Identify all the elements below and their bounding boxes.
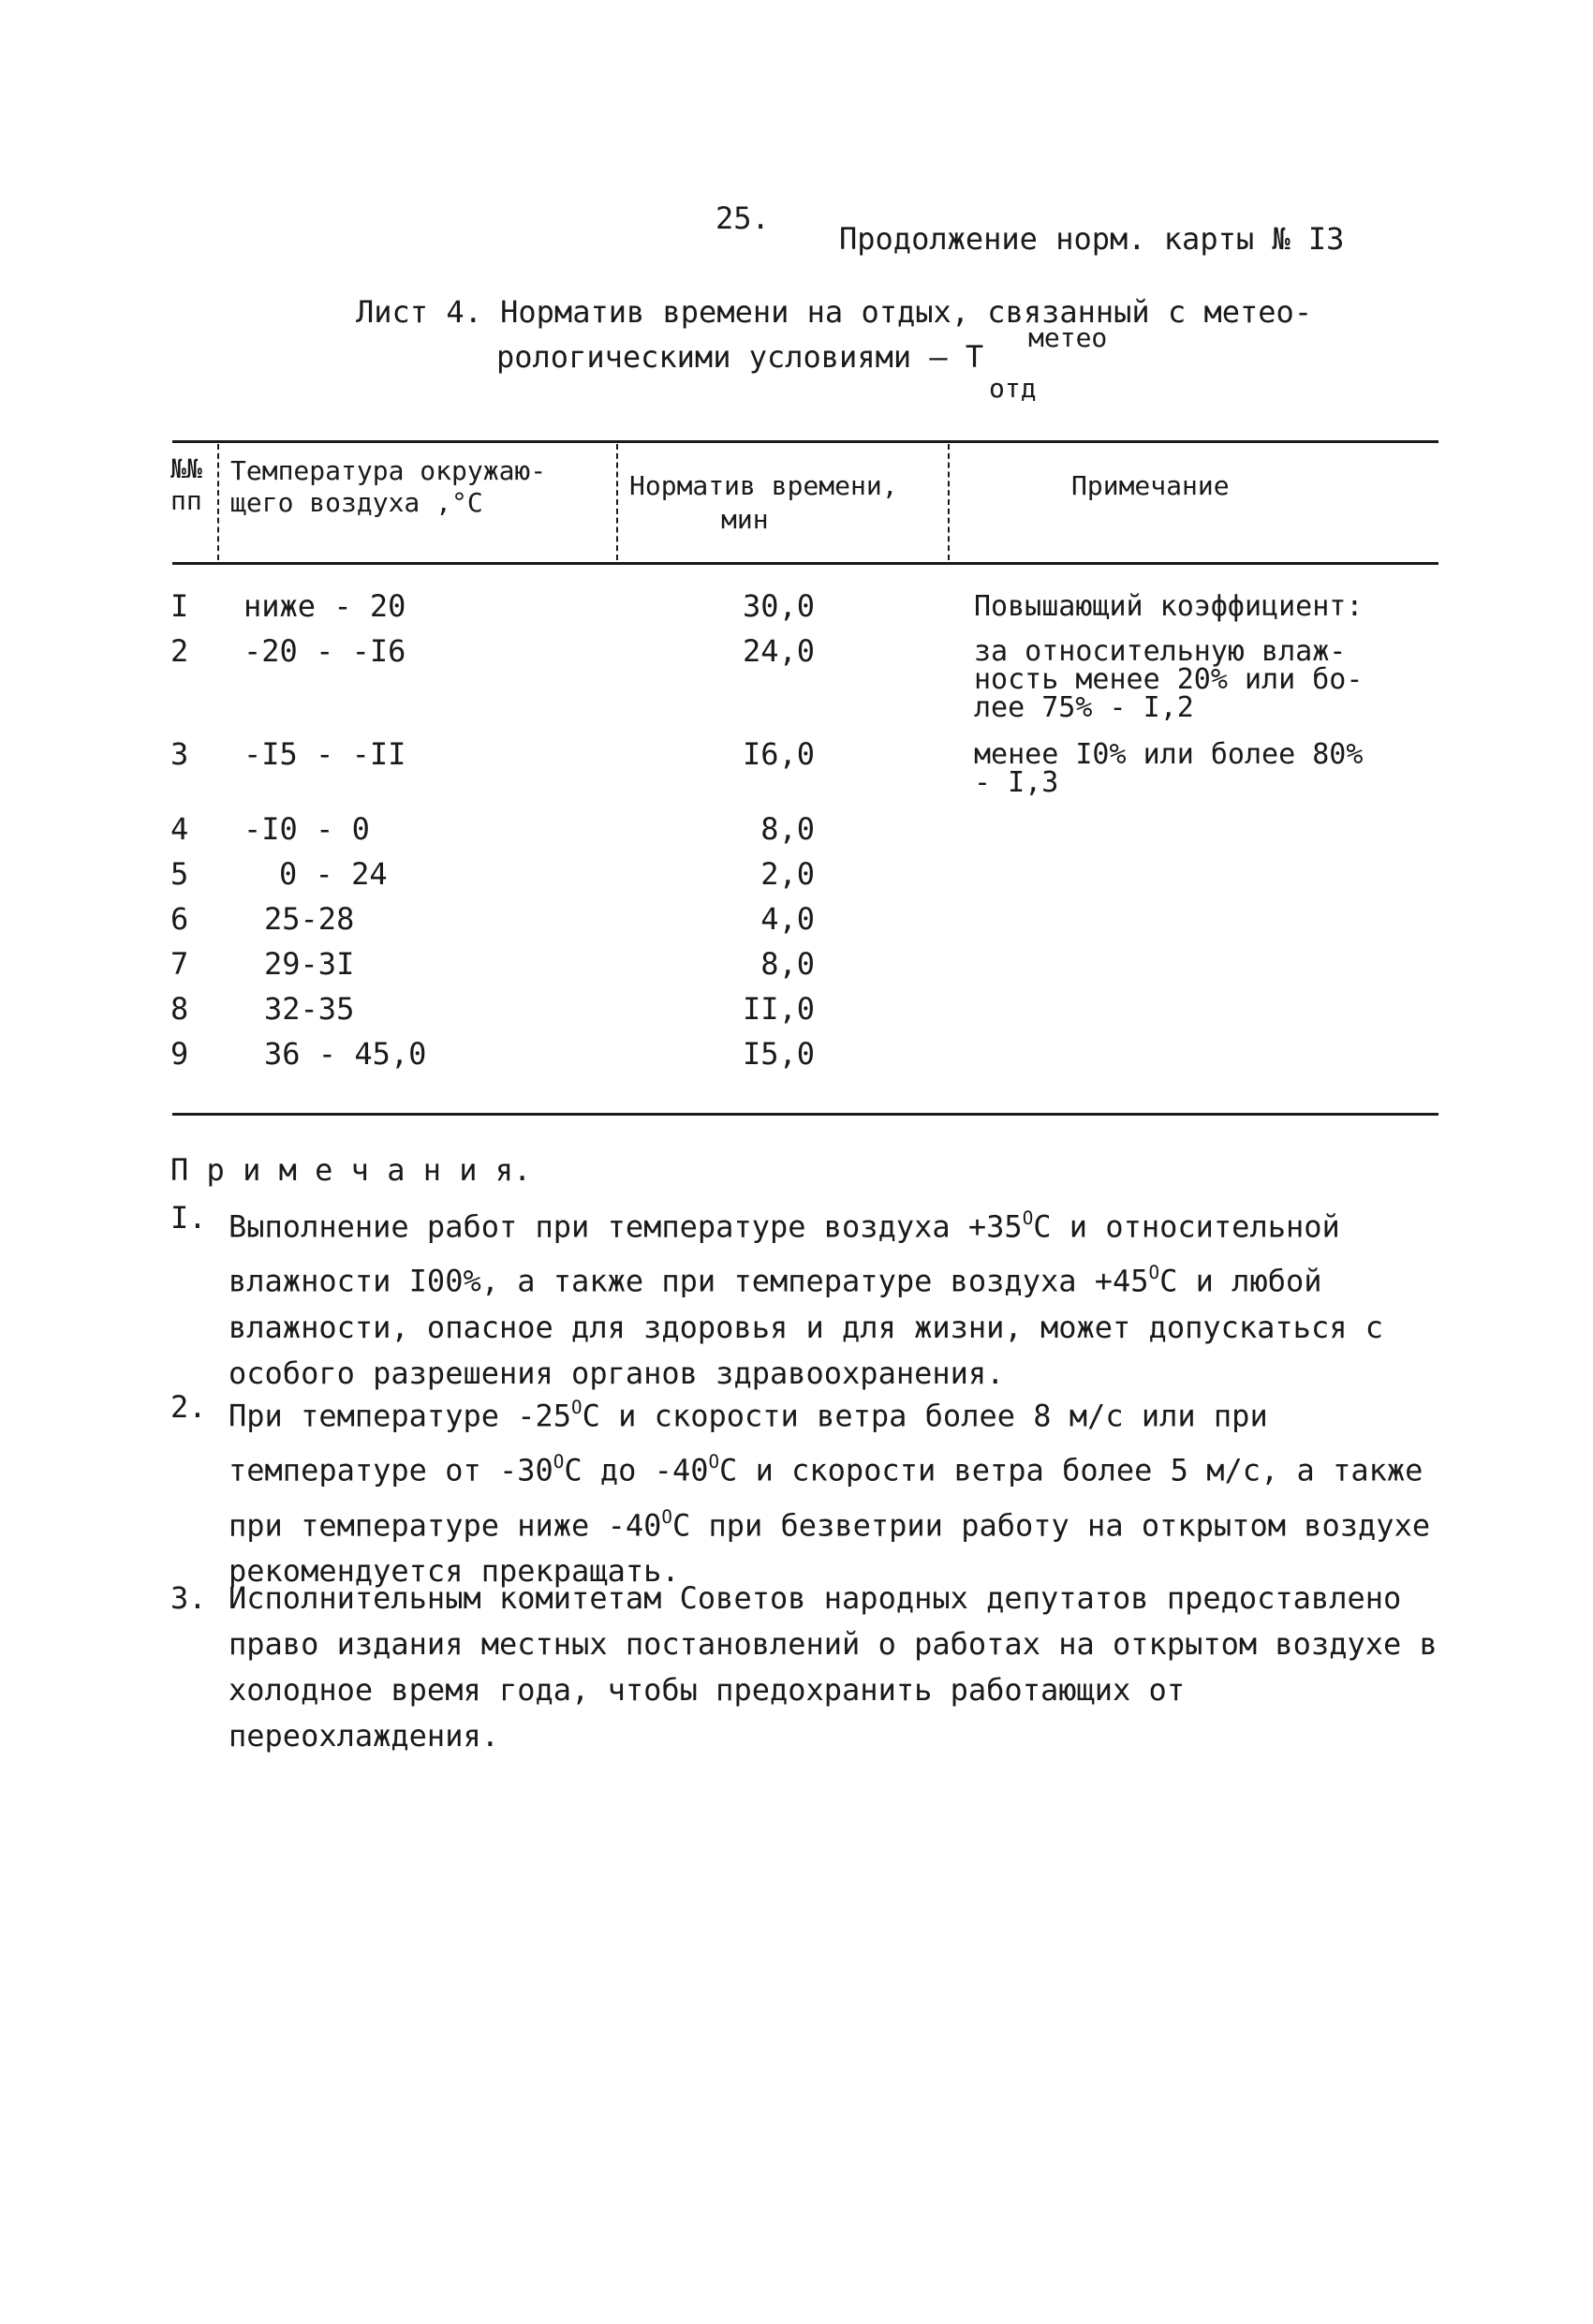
- note-2-part: С при безветрии работу на открытом воздухе рекомендуется прекращать.: [229, 1507, 1431, 1590]
- header-temp-line1: Температура окружаю-: [230, 455, 547, 486]
- degree-mark: O: [661, 1505, 672, 1528]
- header-num-line2: пп: [170, 485, 202, 516]
- header-temp-text: щего воздуха ,: [230, 487, 452, 518]
- row-2-num: 2: [170, 633, 189, 669]
- header-norm-line1: Норматив времени,: [629, 470, 898, 501]
- row-1-norm: 30,0: [742, 588, 815, 624]
- row-1-temp: ниже - 20: [243, 588, 406, 624]
- remark-line2: за относительную влаж-: [974, 635, 1347, 668]
- column-separator: [948, 444, 950, 560]
- row-6-temp: 25-28: [264, 901, 355, 937]
- continuation-caption: Продолжение норм. карты № I3: [839, 221, 1345, 257]
- sheet-title-text: рологическими условиями – Т: [496, 339, 984, 375]
- header-bottom-rule: [172, 562, 1438, 565]
- row-7-temp: 29-3I: [264, 946, 355, 982]
- remark-line1: Повышающий коэффициент:: [974, 590, 1364, 623]
- row-5-num: 5: [170, 856, 189, 892]
- row-9-num: 9: [170, 1036, 189, 1072]
- note-item-2: [170, 1384, 1444, 1594]
- page-number: 25.: [715, 200, 770, 236]
- row-8-norm: II,0: [742, 991, 815, 1027]
- row-8-temp: 32-35: [264, 991, 355, 1027]
- note-item-3: [170, 1576, 1444, 1759]
- row-5-norm: 2,0: [760, 856, 815, 892]
- degree-mark: O: [553, 1451, 565, 1473]
- row-7-num: 7: [170, 946, 189, 982]
- row-2-norm: 24,0: [742, 633, 815, 669]
- row-3-norm: I6,0: [742, 736, 815, 772]
- degree-mark: O: [708, 1451, 720, 1473]
- sheet-title-superscript: метео: [1028, 322, 1108, 353]
- row-6-norm: 4,0: [760, 901, 815, 937]
- note-2-part: С и скорости ветра более 5 м/с, а также при температуре ниже -40: [229, 1452, 1423, 1544]
- row-9-temp: 36 - 45,0: [264, 1036, 427, 1072]
- note-1-text: [229, 1195, 1444, 1397]
- row-7-norm: 8,0: [760, 946, 815, 982]
- header-note: Примечание: [1071, 470, 1230, 501]
- degree-mark: O: [1148, 1262, 1160, 1284]
- row-4-norm: 8,0: [760, 811, 815, 847]
- sheet-title-line2: [496, 339, 983, 375]
- row-8-num: 8: [170, 991, 189, 1027]
- note-2-part: При температуре -25: [229, 1398, 572, 1434]
- note-2-number: 2.: [170, 1389, 207, 1425]
- header-norm-line2: мин: [721, 504, 769, 535]
- header-temp-line2: [230, 487, 483, 518]
- note-3-text: Исполнительным комитетам Советов народных депутатов предоставлено право издания местных постановлений о работах на открытом воздухе в холодное время года, чтобы предохранить работающих от переохлаждения.: [229, 1580, 1438, 1754]
- row-2-temp: -20 - -I6: [243, 633, 406, 669]
- remark-line4: лее 75% - I,2: [974, 691, 1194, 724]
- row-1-num: I: [170, 588, 189, 624]
- sheet-title-subscript: отд: [989, 373, 1037, 404]
- column-separator: [616, 444, 618, 560]
- row-9-norm: I5,0: [742, 1036, 815, 1072]
- header-num-line1: №№: [170, 453, 202, 484]
- row-3-num: 3: [170, 736, 189, 772]
- note-2-part: С до -40: [564, 1452, 709, 1488]
- note-1-part: С и относительной влажности I00%, а также при температуре воздуха +45: [229, 1208, 1340, 1299]
- row-4-num: 4: [170, 811, 189, 847]
- note-2-part: С и скорости ветра более 8 м/с или при температуре от -30: [229, 1398, 1268, 1488]
- remark-line6: - I,3: [974, 766, 1059, 799]
- remark-line3: ность менее 20% или бо-: [974, 663, 1364, 696]
- notes-title: П р и м е ч а н и я.: [170, 1152, 532, 1188]
- note-1-number: I.: [170, 1200, 207, 1236]
- note-item-1: [170, 1195, 1444, 1397]
- note-3-number: 3.: [170, 1580, 207, 1616]
- remark-line5: менее I0% или более 80%: [974, 738, 1364, 771]
- column-separator: [217, 444, 219, 560]
- row-4-temp: -I0 - 0: [243, 811, 370, 847]
- note-1-part: Выполнение работ при температуре воздуха +35: [229, 1208, 1023, 1245]
- row-3-temp: -I5 - -II: [243, 736, 406, 772]
- sheet-title-line1: Лист 4. Норматив времени на отдых, связанный с метео-: [356, 294, 1313, 330]
- header-temp-unit: °C: [451, 487, 483, 518]
- degree-mark: O: [571, 1397, 583, 1418]
- degree-mark: O: [1022, 1207, 1034, 1229]
- row-6-num: 6: [170, 901, 189, 937]
- table-top-rule: [172, 440, 1438, 443]
- note-1-part: С и любой влажности, опасное для здоровья и для жизни, может допускаться с особого разрешения органов здравоохранения.: [229, 1263, 1383, 1391]
- note-2-text: [229, 1384, 1444, 1594]
- table-bottom-rule: [172, 1113, 1438, 1116]
- row-5-temp: 0 - 24: [279, 856, 388, 892]
